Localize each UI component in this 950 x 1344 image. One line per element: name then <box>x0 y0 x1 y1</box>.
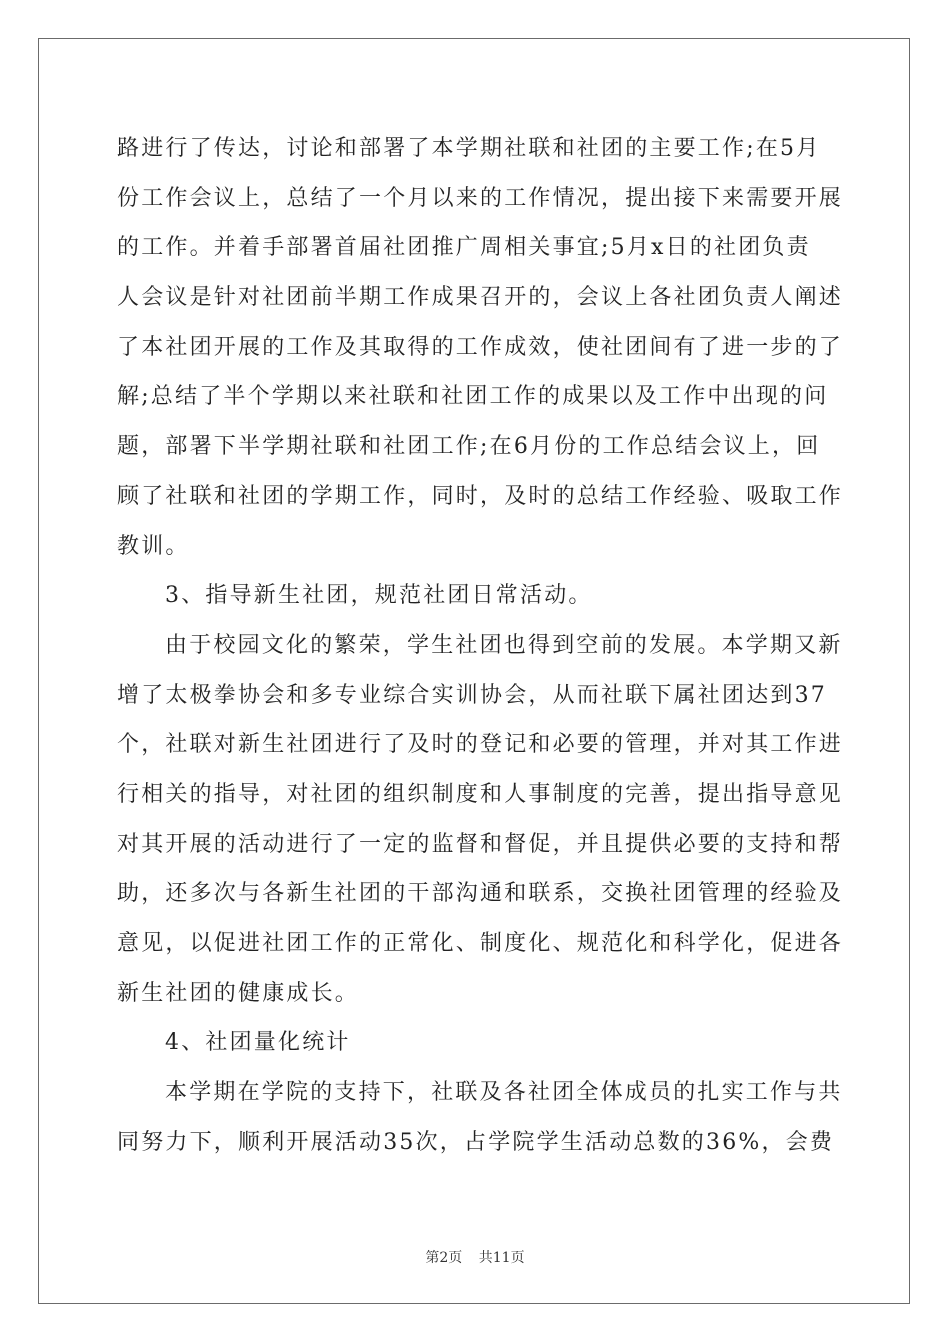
text-line: 由于校园文化的繁荣，学生社团也得到空前的发展。本学期又新 <box>165 632 843 658</box>
text-line: 人会议是针对社团前半期工作成果召开的，会议上各社团负责人阐述 <box>117 285 844 311</box>
text-line: 个，社联对新生社团进行了及时的登记和必要的管理，并对其工作进 <box>117 732 844 758</box>
text-line: 顾了社联和社团的学期工作，同时，及时的总结工作经验、吸取工作 <box>117 483 844 509</box>
text-line: 行相关的指导，对社团的组织制度和人事制度的完善，提出指导意见 <box>117 781 844 807</box>
text-line: 助，还多次与各新生社团的干部沟通和联系，交换社团管理的经验及 <box>117 881 844 907</box>
text-line: 份工作会议上，总结了一个月以来的工作情况，提出接下来需要开展 <box>117 185 844 211</box>
text-line: 题，部署下半学期社联和社团工作;在6月份的工作总结会议上，回 <box>117 434 821 460</box>
text-line: 对其开展的活动进行了一定的监督和督促，并且提供必要的支持和帮 <box>117 831 844 857</box>
text-line: 的工作。并着手部署首届社团推广周相关事宜;5月x日的社团负责 <box>117 235 811 261</box>
text-line: 教训。 <box>117 533 190 559</box>
text-line: 增了太极拳协会和多专业综合实训协会，从而社联下属社团达到37 <box>117 682 827 708</box>
text-line: 路进行了传达，讨论和部署了本学期社联和社团的主要工作;在5月 <box>117 136 821 161</box>
section-heading: 3、指导新生社团，规范社团日常活动。 <box>165 583 593 609</box>
text-line: 新生社团的健康成长。 <box>117 980 360 1006</box>
text-line: 同努力下，顺利开展活动35次，占学院学生活动总数的36%，会费 <box>117 1129 835 1155</box>
page-footer <box>0 1247 950 1267</box>
text-line: 本学期在学院的支持下，社联及各社团全体成员的扎实工作与共 <box>165 1080 843 1106</box>
section-heading: 4、社团量化统计 <box>165 1030 351 1056</box>
page-total: 共11页 <box>478 1250 525 1266</box>
page-number: 第2页 <box>425 1250 463 1266</box>
text-line: 了本社团开展的工作及其取得的工作成效，使社团间有了进一步的了 <box>117 334 844 360</box>
text-line: 意见，以促进社团工作的正常化、制度化、规范化和科学化，促进各 <box>117 931 844 956</box>
document-body <box>117 124 844 1167</box>
text-line: 解;总结了半个学期以来社联和社团工作的成果以及工作中出现的问 <box>117 384 829 410</box>
